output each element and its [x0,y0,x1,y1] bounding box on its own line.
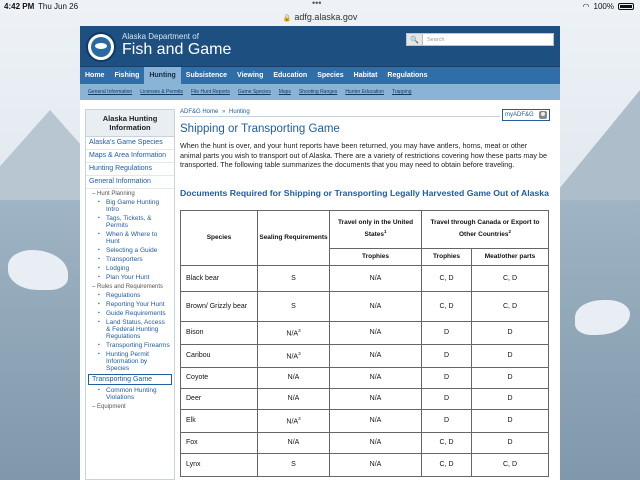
nav-hunting[interactable]: Hunting [144,67,180,84]
cell-us-trophies: N/A [330,344,422,367]
subnav-item[interactable]: Maps [278,89,291,95]
nav-subsistence[interactable]: Subsistence [185,72,228,79]
sidebar-link[interactable]: General Information [86,176,174,189]
cell-intl-trophies: D [422,388,472,409]
sidebar-sublink[interactable]: ▪ Regulations [86,291,174,300]
table-row [181,291,549,321]
cell-meat: D [472,321,549,344]
header-us-trophies: Trophies [330,248,422,265]
multitask-dots-icon[interactable]: ••• [312,0,322,8]
cell-meat: C, D [472,291,549,321]
search-input[interactable]: Search [427,36,445,43]
table-row [181,265,549,291]
section-title: Documents Required for Shipping or Transporting Legally Harvested Game Out of Alaska [180,187,549,198]
lock-icon: 🔒 [282,15,292,22]
cell-us-trophies: N/A [330,409,422,432]
cell-sealing: S [258,265,330,291]
nav-education[interactable]: Education [273,72,308,79]
sidebar-link[interactable]: Hunting Regulations [86,163,174,176]
table-row [181,321,549,344]
sidebar-current-transporting-game[interactable]: Transporting Game [88,374,172,385]
user-icon [539,111,547,119]
subnav-item[interactable]: Game Species [237,89,271,95]
cell-species: Bison [181,321,258,344]
battery-percent: 100% [593,2,614,11]
page-title: Shipping or Transporting Game [180,123,340,135]
cell-species: Deer [181,388,258,409]
address-bar[interactable] [0,12,640,24]
subnav-item[interactable]: General Information [88,89,133,95]
cell-meat: D [472,367,549,388]
cell-species: Coyote [181,367,258,388]
breadcrumb-home[interactable]: ADF&G Home [180,109,219,115]
sidebar-group-hunt-planning: – Hunt Planning [92,191,135,197]
sidebar-sublink[interactable]: ▪ Selecting a Guide [86,246,174,255]
sidebar-heading: Alaska Hunting Information [86,110,174,137]
header-us-travel: Travel only in the United States$^1$ [330,210,422,248]
site-header [80,26,560,67]
breadcrumb-separator: » [222,109,226,115]
sidebar-sublink[interactable]: ▪ Hunting Permit Information by Species [86,350,174,373]
sidebar-sublink[interactable]: ▪ Big Game Hunting Intro [86,198,174,214]
cell-species: Fox [181,432,258,453]
header-canada-export: Travel through Canada or Export to Other Countries$^2$ [422,210,549,248]
site-title[interactable]: Fish and Game [122,41,232,58]
search-icon[interactable]: 🔍 [407,34,423,45]
table-row [181,388,549,409]
cell-intl-trophies: D [422,367,472,388]
sidebar-sublink[interactable]: ▪ Lodging [86,264,174,273]
cell-sealing: $N/A^3$ [258,344,330,367]
cell-meat: C, D [472,265,549,291]
status-time: 4:42 PM [4,2,35,11]
header-sealing: Sealing Requirements [258,210,330,265]
table-row [181,432,549,453]
table-row [181,367,549,388]
subnav-item[interactable]: Trapping [391,89,412,95]
cell-intl-trophies: D [422,321,472,344]
cell-meat: C, D [472,453,549,476]
nav-species[interactable]: Species [317,72,344,79]
cell-intl-trophies: D [422,409,472,432]
myadfg-button[interactable] [502,109,550,121]
cell-us-trophies: N/A [330,265,422,291]
nav-regulations[interactable]: Regulations [387,72,428,79]
cell-sealing: N/A [258,432,330,453]
header-intl-trophies: Trophies [422,248,472,265]
main-nav [80,67,560,84]
header-meat: Meat/other parts [472,248,549,265]
sidebar-sublink[interactable]: ▪ Transporting Firearms [86,341,174,350]
sidebar-sublink[interactable]: ▪ Guide Requirements [86,309,174,318]
sidebar-sublink[interactable]: ▪ Land Status, Access & Federal Hunting Regulations [86,318,174,341]
intro-paragraph: When the hunt is over, and your hunt reports have been returned, you may have antlers, horns, meat or other animal parts you wish to transport out of Alaska. There are a variety of restrictions covering how these parts may be transported. The following table summarizes the documents that you may need to obtain before traveling. [180,141,548,169]
search-box[interactable] [406,33,554,46]
subnav-item[interactable]: File Hunt Reports [191,89,230,95]
cell-sealing: N/A [258,367,330,388]
adfg-logo[interactable] [86,32,116,62]
status-bar [0,0,640,12]
cell-sealing: $N/A^3$ [258,321,330,344]
web-page [80,26,560,480]
cell-meat: D [472,432,549,453]
sidebar-sublink[interactable]: ▪ When & Where to Hunt [86,230,174,246]
table-row [181,453,549,476]
subnav-item[interactable]: Licenses & Permits [140,89,183,95]
battery-icon [618,3,634,10]
documents-table [180,210,549,477]
cell-intl-trophies: C, D [422,432,472,453]
header-species: Species [181,210,258,265]
cell-species: Black bear [181,265,258,291]
nav-viewing[interactable]: Viewing [237,72,264,79]
cell-us-trophies: N/A [330,367,422,388]
cell-us-trophies: N/A [330,291,422,321]
sidebar [85,109,175,480]
breadcrumb [180,109,500,117]
sidebar-sublink[interactable]: ▪ Tags, Tickets, & Permits [86,214,174,230]
nav-fishing[interactable]: Fishing [114,72,140,79]
url-text: adfg.alaska.gov [294,12,358,22]
cell-meat: D [472,388,549,409]
sidebar-sublink[interactable]: ▪ Reporting Your Hunt [86,300,174,309]
cell-meat: D [472,409,549,432]
sidebar-group-equipment: – Equipment [92,404,126,410]
nav-home[interactable]: Home [85,72,105,79]
cell-meat: D [472,344,549,367]
subnav-item[interactable]: Shooting Ranges [298,89,338,95]
cell-sealing: S [258,291,330,321]
cell-sealing: N/A [258,388,330,409]
myadfg-label: myADF&G [505,112,534,118]
cell-species: Lynx [181,453,258,476]
sidebar-group-rules: – Rules and Requirements [92,284,164,290]
main-content [180,109,554,477]
subnav-item[interactable]: Hunter Education [345,89,384,95]
cell-us-trophies: N/A [330,453,422,476]
sidebar-sublink[interactable]: ▪ Transporters [86,255,174,264]
status-date: Thu Jun 26 [38,2,79,11]
cell-us-trophies: N/A [330,388,422,409]
cell-species: Brown/ Grizzly bear [181,291,258,321]
cell-intl-trophies: C, D [422,453,472,476]
cell-intl-trophies: C, D [422,265,472,291]
cell-intl-trophies: D [422,344,472,367]
site-subtitle: Alaska Department of [122,32,199,41]
cell-us-trophies: N/A [330,432,422,453]
sidebar-link[interactable]: Alaska's Game Species [86,137,174,150]
nav-habitat[interactable]: Habitat [353,72,378,79]
cell-species: Elk [181,409,258,432]
sub-nav [80,84,560,100]
sidebar-sublink[interactable]: ▪ Plan Your Hunt [86,273,174,282]
cell-species: Caribou [181,344,258,367]
breadcrumb-hunting[interactable]: Hunting [229,109,250,115]
sidebar-link[interactable]: Maps & Area Information [86,150,174,163]
table-row [181,344,549,367]
wifi-icon: ◠ [582,2,590,11]
cell-sealing: S [258,453,330,476]
cell-intl-trophies: C, D [422,291,472,321]
sidebar-sublink[interactable]: ▪ Common Hunting Violations [86,386,174,402]
table-row [181,409,549,432]
cell-us-trophies: N/A [330,321,422,344]
cell-sealing: $N/A^3$ [258,409,330,432]
